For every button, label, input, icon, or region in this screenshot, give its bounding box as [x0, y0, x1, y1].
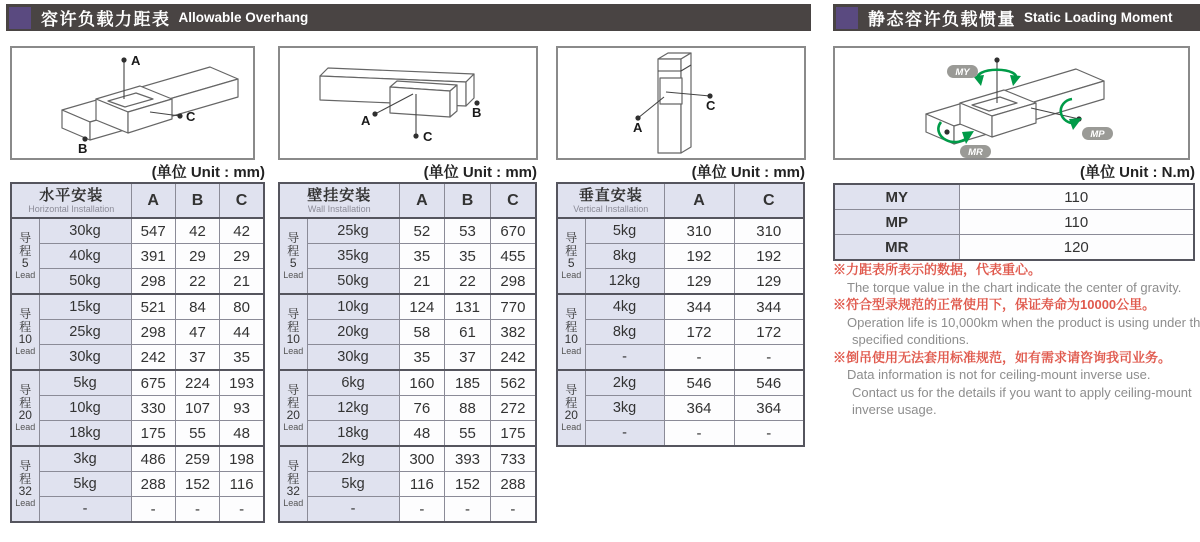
value-cell: 52 — [399, 218, 445, 244]
value-cell: 298 — [490, 269, 536, 295]
table-row — [279, 244, 536, 269]
lead-label: 导 程 20 Lead — [279, 370, 307, 446]
table-row — [11, 269, 264, 295]
lead-label: 导 程 10 Lead — [279, 294, 307, 370]
value-cell: 486 — [131, 446, 175, 472]
value-cell: 53 — [445, 218, 491, 244]
value-cell: - — [664, 345, 734, 371]
load-cell: 10kg — [307, 294, 399, 320]
value-cell: 93 — [220, 396, 264, 421]
note-line: Contact us for the details if you want to apply ceiling-mount — [852, 384, 1192, 400]
vertical-installation-table — [556, 182, 805, 447]
load-cell: 50kg — [39, 269, 131, 295]
value-cell: 393 — [445, 446, 491, 472]
table-header-row — [11, 183, 264, 218]
column-header: A — [131, 183, 175, 218]
table-row — [279, 320, 536, 345]
column-header: A — [664, 183, 734, 218]
lead-label: 导 程 10 Lead — [11, 294, 39, 370]
unit-label-mm: (单位 Unit : mm) — [691, 164, 805, 181]
value-cell: 84 — [175, 294, 219, 320]
load-cell: - — [39, 497, 131, 523]
load-cell: 4kg — [585, 294, 664, 320]
accent-square — [9, 7, 31, 29]
wall-installation-table-host — [278, 182, 537, 523]
load-cell: 20kg — [307, 320, 399, 345]
value-cell: 42 — [175, 218, 219, 244]
table-row — [557, 218, 804, 244]
column-header: B — [175, 183, 219, 218]
horizontal-installation-table-host — [10, 182, 265, 523]
value-cell: 131 — [445, 294, 491, 320]
note-line: Data information is not for ceiling-mount inverse use. — [847, 367, 1151, 382]
horizontal-installation-diagram — [10, 46, 255, 160]
value-cell: - — [664, 421, 734, 447]
table-row — [11, 472, 264, 497]
moment-row — [834, 184, 1194, 210]
point-label-a: A — [131, 53, 141, 68]
table-title: 壁挂安装 Wall Installation — [279, 183, 399, 218]
load-cell: 50kg — [307, 269, 399, 295]
point-label-c: C — [423, 129, 433, 144]
table-row — [279, 218, 536, 244]
load-cell: 5kg — [585, 218, 664, 244]
value-cell: 88 — [445, 396, 491, 421]
value-cell: 37 — [175, 345, 219, 371]
note-line: ※力距表所表示的数据，代表重心。 — [833, 262, 1042, 277]
value-cell: - — [734, 421, 804, 447]
value-cell: 344 — [734, 294, 804, 320]
wall-installation-table — [278, 182, 537, 523]
lead-label: 导 程 10 Lead — [557, 294, 585, 370]
column-header: B — [445, 183, 491, 218]
value-cell: 364 — [734, 396, 804, 421]
load-cell: 18kg — [307, 421, 399, 447]
load-cell: 3kg — [585, 396, 664, 421]
table-row — [11, 497, 264, 523]
table-row — [11, 244, 264, 269]
static-loading-moment-diagram — [833, 46, 1190, 160]
value-cell: 116 — [399, 472, 445, 497]
note-line: The torque value in the chart indicate the center of gravity. — [847, 279, 1182, 295]
load-cell: 8kg — [585, 244, 664, 269]
my-badge-label: MY — [955, 67, 970, 78]
load-cell: 12kg — [307, 396, 399, 421]
unit-label-nm: (单位 Unit : N.m) — [1080, 164, 1195, 181]
table-row — [11, 446, 264, 472]
table-row — [11, 370, 264, 396]
table-row — [279, 294, 536, 320]
value-cell: 35 — [399, 345, 445, 371]
load-cell: 6kg — [307, 370, 399, 396]
horizontal-installation-table — [10, 182, 265, 523]
value-cell: 152 — [175, 472, 219, 497]
load-cell: 5kg — [307, 472, 399, 497]
table-row — [557, 421, 804, 447]
notes-block — [833, 261, 1200, 419]
table-row — [557, 244, 804, 269]
value-cell: 37 — [445, 345, 491, 371]
load-cell: 30kg — [307, 345, 399, 371]
value-cell: 175 — [131, 421, 175, 447]
note-line: Operation life is 10,000km when the product is using under th — [847, 314, 1200, 330]
value-cell: 455 — [490, 244, 536, 269]
section-title-cn: 容许负载力距表 — [41, 10, 171, 29]
load-cell: 8kg — [585, 320, 664, 345]
section-title-cn: 静态容许负载惯量 — [868, 10, 1016, 29]
moment-value: 110 — [959, 184, 1194, 210]
table-row — [11, 218, 264, 244]
value-cell: 55 — [445, 421, 491, 447]
moment-table-host — [833, 183, 1195, 261]
value-cell: 21 — [399, 269, 445, 295]
value-cell: 116 — [220, 472, 264, 497]
value-cell: 175 — [490, 421, 536, 447]
table-row — [557, 396, 804, 421]
point-label-c: C — [186, 109, 196, 124]
load-cell: - — [585, 345, 664, 371]
value-cell: - — [399, 497, 445, 523]
value-cell: 675 — [131, 370, 175, 396]
mr-badge-label: MR — [968, 147, 983, 158]
table-row — [279, 345, 536, 371]
point-label-b: B — [472, 105, 482, 120]
value-cell: 129 — [734, 269, 804, 295]
value-cell: 770 — [490, 294, 536, 320]
value-cell: 198 — [220, 446, 264, 472]
load-cell: 10kg — [39, 396, 131, 421]
accent-square — [836, 7, 858, 29]
table-title: 垂直安装 Vertical Installation — [557, 183, 664, 218]
load-cell: - — [585, 421, 664, 447]
moment-row — [834, 235, 1194, 261]
value-cell: 55 — [175, 421, 219, 447]
load-cell: 40kg — [39, 244, 131, 269]
value-cell: 192 — [734, 244, 804, 269]
note-line: inverse usage. — [852, 402, 937, 417]
table-row — [557, 370, 804, 396]
lead-label: 导 程 32 Lead — [279, 446, 307, 522]
moment-row — [834, 210, 1194, 235]
value-cell: 242 — [490, 345, 536, 371]
point-label-b: B — [78, 141, 88, 156]
section-header-allowable-overhang — [6, 4, 811, 31]
value-cell: 298 — [131, 320, 175, 345]
unit-label-mm: (单位 Unit : mm) — [151, 164, 265, 181]
table-header-row — [279, 183, 536, 218]
column-header: C — [490, 183, 536, 218]
value-cell: - — [734, 345, 804, 371]
value-cell: 58 — [399, 320, 445, 345]
moment-label: MP — [834, 210, 959, 235]
value-cell: 152 — [445, 472, 491, 497]
lead-label: 导 程 20 Lead — [11, 370, 39, 446]
load-cell: 35kg — [307, 244, 399, 269]
value-cell: 300 — [399, 446, 445, 472]
value-cell: - — [175, 497, 219, 523]
value-cell: 193 — [220, 370, 264, 396]
value-cell: 310 — [734, 218, 804, 244]
wall-installation-diagram — [278, 46, 538, 160]
load-cell: 30kg — [39, 345, 131, 371]
value-cell: 224 — [175, 370, 219, 396]
value-cell: 259 — [175, 446, 219, 472]
value-cell: 61 — [445, 320, 491, 345]
unit-label-mm: (单位 Unit : mm) — [423, 164, 537, 181]
load-cell: 2kg — [585, 370, 664, 396]
value-cell: 344 — [664, 294, 734, 320]
value-cell: 22 — [445, 269, 491, 295]
table-row — [279, 446, 536, 472]
vertical-installation-diagram — [556, 46, 806, 160]
load-cell: 30kg — [39, 218, 131, 244]
lead-label: 导 程 5 Lead — [557, 218, 585, 294]
load-cell: 2kg — [307, 446, 399, 472]
value-cell: 160 — [399, 370, 445, 396]
load-cell: 25kg — [39, 320, 131, 345]
table-header-row — [557, 183, 804, 218]
note-line: ※符合型录规范的正常使用下，保证寿命为10000公里。 — [833, 297, 1156, 312]
table-row — [279, 396, 536, 421]
table-row — [557, 269, 804, 295]
value-cell: 547 — [131, 218, 175, 244]
lead-label: 导 程 5 Lead — [279, 218, 307, 294]
value-cell: 733 — [490, 446, 536, 472]
value-cell: 364 — [664, 396, 734, 421]
section-header-static-loading-moment — [833, 4, 1200, 31]
value-cell: 47 — [175, 320, 219, 345]
table-row — [11, 345, 264, 371]
table-row — [279, 421, 536, 447]
value-cell: 21 — [220, 269, 264, 295]
value-cell: 172 — [734, 320, 804, 345]
value-cell: 546 — [734, 370, 804, 396]
value-cell: 272 — [490, 396, 536, 421]
value-cell: 42 — [220, 218, 264, 244]
table-row — [557, 345, 804, 371]
value-cell: 330 — [131, 396, 175, 421]
column-header: C — [734, 183, 804, 218]
table-row — [279, 497, 536, 523]
table-row — [11, 421, 264, 447]
note-line: ※倒吊使用无法套用标准规范，如有需求请咨询我司业务。 — [833, 349, 1172, 365]
load-cell: 25kg — [307, 218, 399, 244]
value-cell: 172 — [664, 320, 734, 345]
value-cell: 22 — [175, 269, 219, 295]
section-title-en: Allowable Overhang — [178, 10, 309, 25]
table-row — [279, 269, 536, 295]
value-cell: 48 — [220, 421, 264, 447]
value-cell: - — [445, 497, 491, 523]
value-cell: 35 — [399, 244, 445, 269]
column-header: A — [399, 183, 445, 218]
table-row — [11, 320, 264, 345]
value-cell: 391 — [131, 244, 175, 269]
value-cell: - — [220, 497, 264, 523]
vertical-installation-table-host — [556, 182, 805, 447]
moment-table — [833, 183, 1195, 261]
load-cell: 5kg — [39, 370, 131, 396]
load-cell: - — [307, 497, 399, 523]
column-header: C — [220, 183, 264, 218]
value-cell: 670 — [490, 218, 536, 244]
value-cell: 546 — [664, 370, 734, 396]
value-cell: 48 — [399, 421, 445, 447]
load-cell: 18kg — [39, 421, 131, 447]
value-cell: 310 — [664, 218, 734, 244]
mp-badge-label: MP — [1090, 129, 1105, 140]
value-cell: 76 — [399, 396, 445, 421]
value-cell: 44 — [220, 320, 264, 345]
value-cell: 35 — [220, 345, 264, 371]
point-label-a: A — [361, 113, 371, 128]
value-cell: 298 — [131, 269, 175, 295]
value-cell: 288 — [490, 472, 536, 497]
value-cell: - — [490, 497, 536, 523]
load-cell: 3kg — [39, 446, 131, 472]
table-row — [279, 370, 536, 396]
load-cell: 15kg — [39, 294, 131, 320]
moment-label: MR — [834, 235, 959, 261]
value-cell: 107 — [175, 396, 219, 421]
value-cell: 80 — [220, 294, 264, 320]
table-row — [11, 294, 264, 320]
value-cell: 521 — [131, 294, 175, 320]
value-cell: 192 — [664, 244, 734, 269]
load-cell: 5kg — [39, 472, 131, 497]
value-cell: 288 — [131, 472, 175, 497]
value-cell: 29 — [175, 244, 219, 269]
table-title: 水平安装 Horizontal Installation — [11, 183, 131, 218]
lead-label: 导 程 5 Lead — [11, 218, 39, 294]
value-cell: 35 — [445, 244, 491, 269]
section-title-en: Static Loading Moment — [1024, 10, 1173, 25]
moment-value: 110 — [959, 210, 1194, 235]
value-cell: 29 — [220, 244, 264, 269]
note-line: specified conditions. — [852, 332, 970, 347]
value-cell: - — [131, 497, 175, 523]
value-cell: 124 — [399, 294, 445, 320]
table-row — [279, 472, 536, 497]
moment-label: MY — [834, 184, 959, 210]
point-label-a: A — [633, 120, 643, 135]
lead-label: 导 程 32 Lead — [11, 446, 39, 522]
value-cell: 382 — [490, 320, 536, 345]
table-row — [557, 320, 804, 345]
point-label-c: C — [706, 98, 716, 113]
value-cell: 185 — [445, 370, 491, 396]
table-row — [557, 294, 804, 320]
lead-label: 导 程 20 Lead — [557, 370, 585, 446]
value-cell: 242 — [131, 345, 175, 371]
value-cell: 562 — [490, 370, 536, 396]
load-cell: 12kg — [585, 269, 664, 295]
moment-value: 120 — [959, 235, 1194, 261]
table-row — [11, 396, 264, 421]
value-cell: 129 — [664, 269, 734, 295]
